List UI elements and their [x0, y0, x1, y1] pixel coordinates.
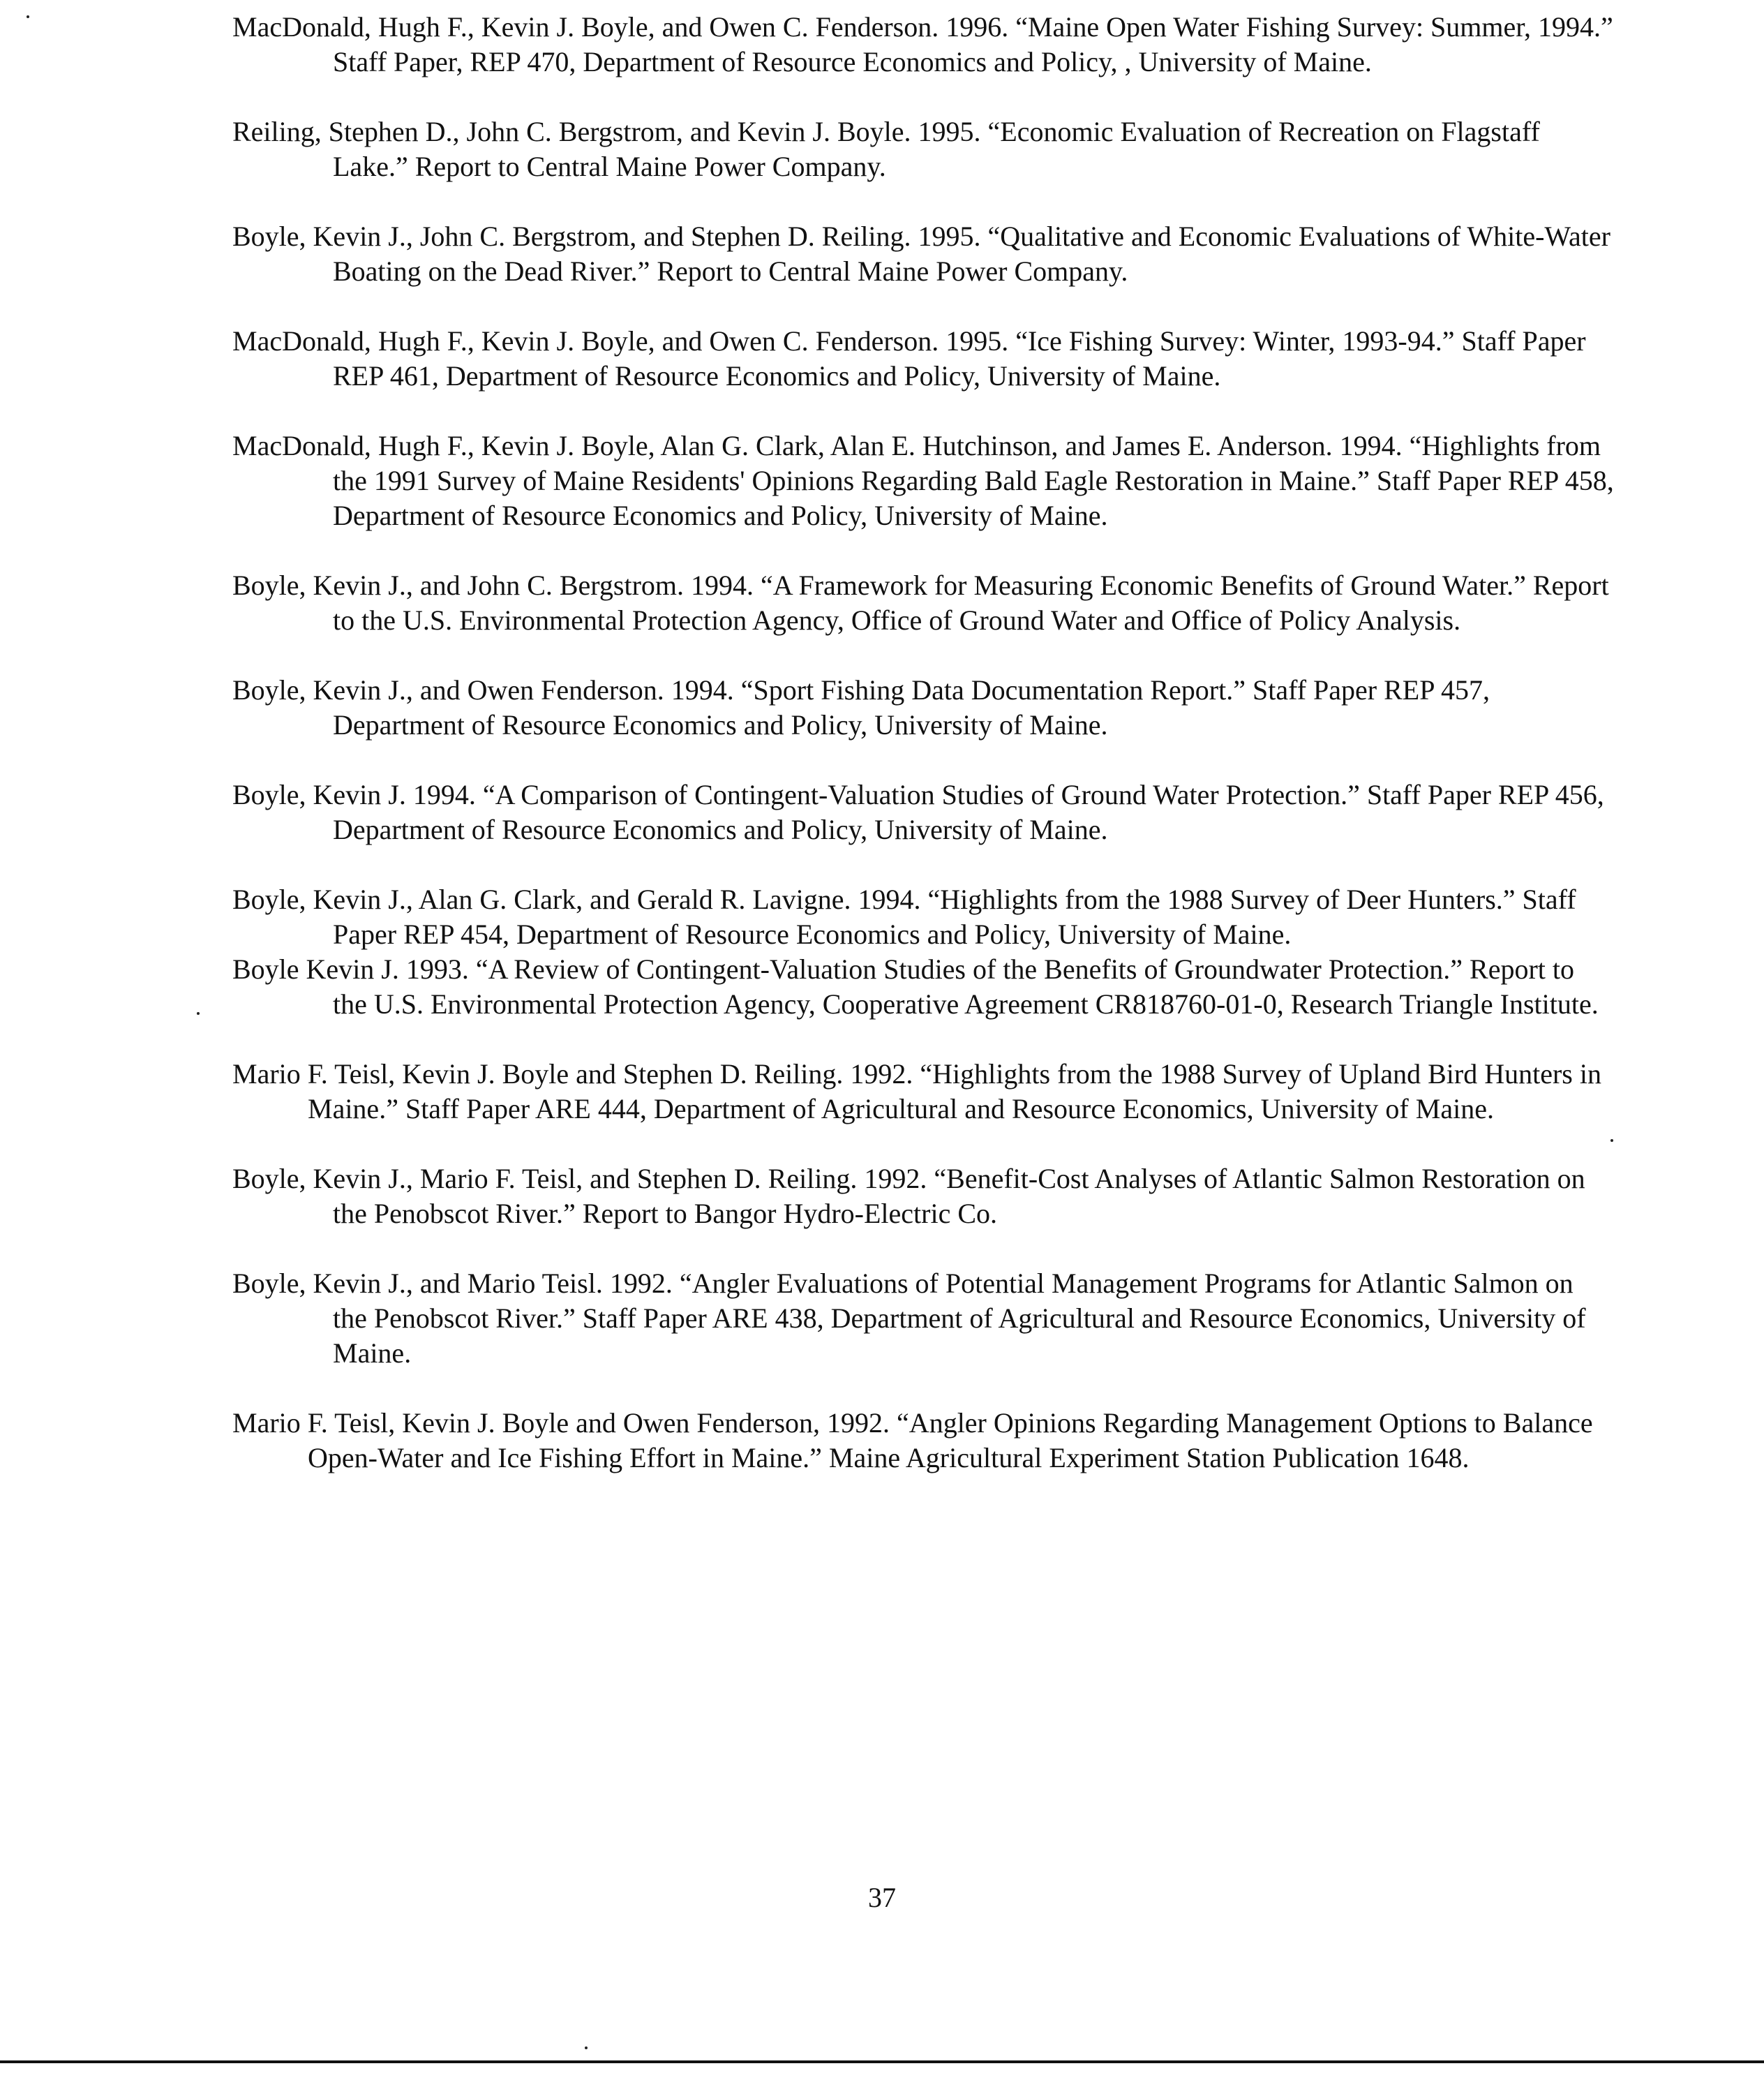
reference-list	[232, 10, 1614, 1510]
reference-entry: Boyle, Kevin J., and John C. Bergstrom. 1994. “A Framework for Measuring Economic Benefits of Ground Water.” Report to the U.S. Environmental Protection Agency, Office of Ground Water and Office of Policy Analysis.	[232, 570, 1609, 636]
scan-speck	[27, 15, 29, 18]
reference-entry: Boyle, Kevin J., Alan G. Clark, and Gerald R. Lavigne. 1994. “Highlights from the 1988 Survey of Deer Hunters.” Staff Paper REP 454, Department of Resource Economics and Policy, University of Maine.	[232, 884, 1576, 950]
scan-speck	[585, 2046, 588, 2049]
reference-entry: Boyle Kevin J. 1993. “A Review of Contingent-Valuation Studies of the Benefits of Groundwater Protection.” Report to the U.S. Environmental Protection Agency, Cooperative Agreement CR818760-01-0, Research Triangle Institute.	[232, 953, 1599, 1020]
reference-entry: Mario F. Teisl, Kevin J. Boyle and Stephen D. Reiling. 1992. “Highlights from the 1988 Survey of Upland Bird Hunters in Maine.” Staff Paper ARE 444, Department of Agricultural and Resource Economics, University of Maine.	[232, 1058, 1601, 1124]
reference-entry: MacDonald, Hugh F., Kevin J. Boyle, Alan G. Clark, Alan E. Hutchinson, and James E. Anderson. 1994. “Highlights from the 1991 Survey of Maine Residents' Opinions Regarding Bald Eagle Restoration in Maine.” Staff Paper REP 458, Department of Resource Economics and Policy, University of Maine.	[232, 430, 1614, 531]
reference-entry: Boyle, Kevin J. 1994. “A Comparison of Contingent-Valuation Studies of Ground Water Protection.” Staff Paper REP 456, Department of Resource Economics and Policy, University of Maine.	[232, 779, 1604, 845]
reference-entry: Boyle, Kevin J., and Owen Fenderson. 1994. “Sport Fishing Data Documentation Report.” Staff Paper REP 457, Department of Resource Economics and Policy, University of Maine.	[232, 674, 1490, 741]
reference-entry: Boyle, Kevin J., and Mario Teisl. 1992. “Angler Evaluations of Potential Management Programs for Atlantic Salmon on the Penobscot River.” Staff Paper ARE 438, Department of Agricultural and Resource Economics, University of Maine.	[232, 1268, 1586, 1369]
scan-speck	[1610, 1139, 1613, 1142]
reference-entry: Reiling, Stephen D., John C. Bergstrom, and Kevin J. Boyle. 1995. “Economic Evaluation of Recreation on Flagstaff Lake.” Report to Central Maine Power Company.	[232, 116, 1540, 182]
reference-entry: Boyle, Kevin J., Mario F. Teisl, and Stephen D. Reiling. 1992. “Benefit-Cost Analyses of Atlantic Salmon Restoration on the Penobscot River.” Report to Bangor Hydro-Electric Co.	[232, 1163, 1585, 1229]
reference-entry: Mario F. Teisl, Kevin J. Boyle and Owen Fenderson, 1992. “Angler Opinions Regarding Management Options to Balance Open-Water and Ice Fishing Effort in Maine.” Maine Agricultural Experiment Station Publication 1648.	[232, 1407, 1593, 1473]
reference-entry: MacDonald, Hugh F., Kevin J. Boyle, and Owen C. Fenderson. 1996. “Maine Open Water Fishing Survey: Summer, 1994.” Staff Paper, REP 470, Department of Resource Economics and Policy, , University of Maine.	[232, 11, 1613, 77]
page-number: 37	[868, 1882, 896, 1913]
reference-entry: MacDonald, Hugh F., Kevin J. Boyle, and Owen C. Fenderson. 1995. “Ice Fishing Survey: Winter, 1993-94.” Staff Paper REP 461, Department of Resource Economics and Policy, University of Maine.	[232, 325, 1586, 392]
scan-speck	[197, 1012, 200, 1015]
reference-entry: Boyle, Kevin J., John C. Bergstrom, and Stephen D. Reiling. 1995. “Qualitative and Economic Evaluations of White-Water Boating on the Dead River.” Report to Central Maine Power Company.	[232, 221, 1610, 287]
bottom-rule	[0, 2060, 1764, 2063]
